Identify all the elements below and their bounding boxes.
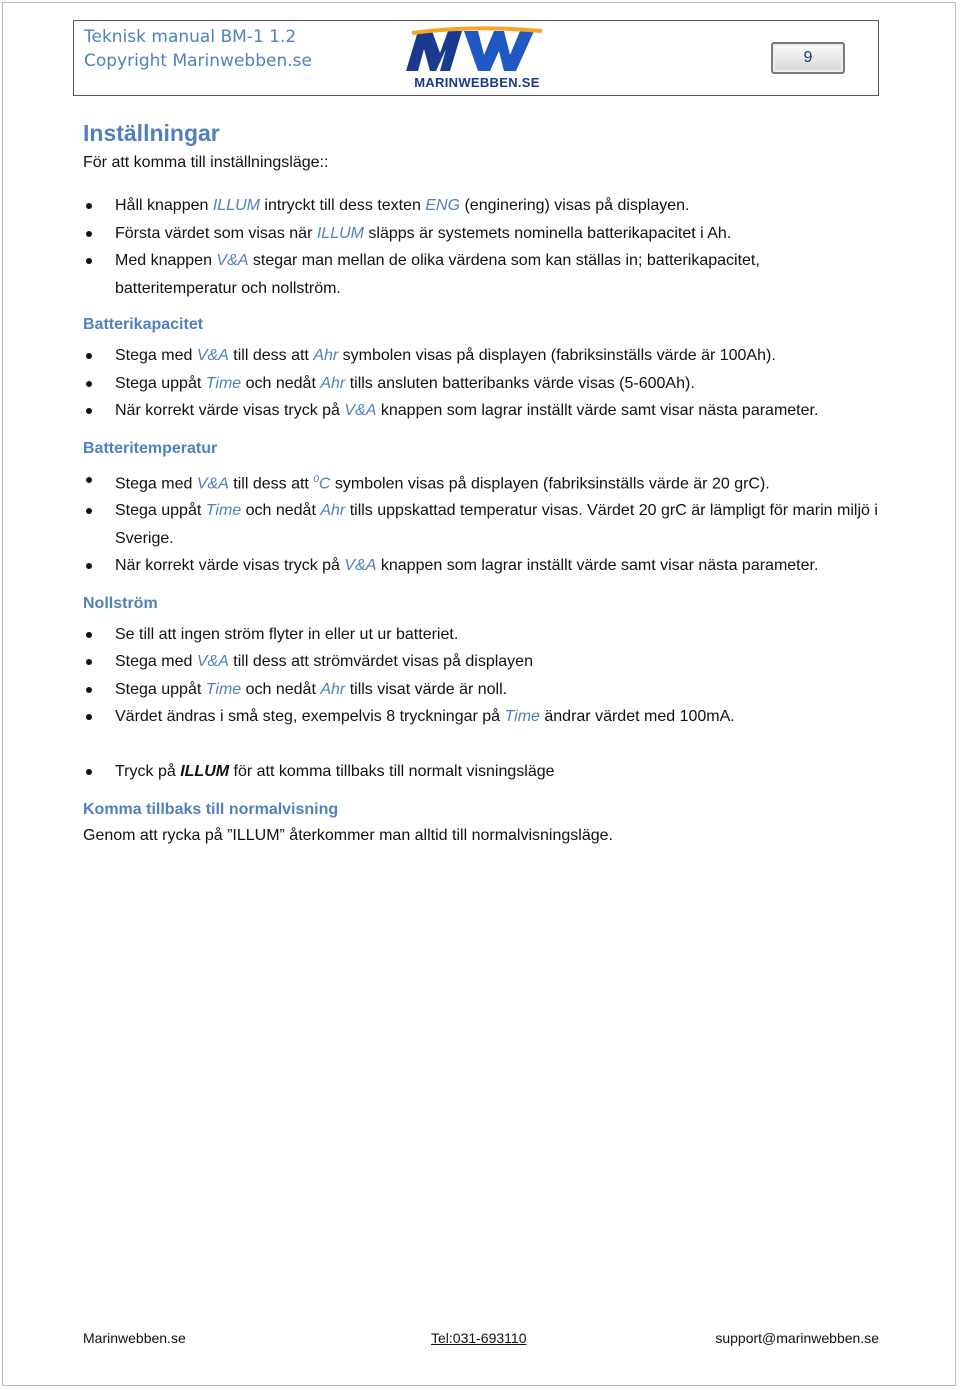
text-run: Värdet ändras i små steg, exempelvis 8 tryckningar på	[115, 708, 505, 726]
list-item	[83, 247, 883, 302]
highlight-term: Ahr	[320, 374, 346, 392]
text-run: symbolen visas på displayen (fabriksinställs värde är 20 grC).	[330, 474, 770, 492]
text-run: till dess att	[228, 474, 314, 492]
text-run: tills ansluten batteribanks värde visas (5-600Ah).	[345, 374, 695, 392]
text-run: Stega med	[115, 474, 197, 492]
main-content	[83, 118, 883, 848]
text-run: knappen som lagrar inställt värde samt visar nästa parameter.	[376, 402, 819, 419]
text-run: Stega uppåt	[115, 680, 206, 698]
header-title	[84, 25, 312, 73]
list-item	[83, 370, 883, 398]
zero-bullet-list	[83, 621, 883, 731]
text-run: till dess att strömvärdet visas på displayen	[228, 653, 533, 671]
text-run: Stega med	[115, 653, 197, 671]
list-item	[83, 552, 883, 580]
text-run: och nedåt	[241, 680, 321, 698]
list-item	[83, 648, 883, 676]
highlight-term: Time	[205, 374, 242, 392]
mw-logo-icon	[402, 25, 552, 75]
highlight-term: C	[318, 474, 331, 492]
header-title-line2: Copyright Marinwebben.se	[84, 51, 312, 71]
logo-text: MARINWEBBEN.SE	[414, 75, 540, 90]
text-run: stegar man mellan de olika värdena som kan ställas in; batterikapacitet, batteritemperatur och nollström.	[115, 252, 760, 297]
section-title-komma-tillbaks: Komma tillbaks till normalvisning	[83, 801, 339, 819]
text-run: Första värdet som visas när	[115, 224, 317, 242]
text-run: Se till att ingen ström flyter in eller ut ur batteriet.	[115, 625, 459, 643]
list-item	[83, 703, 883, 731]
list-item	[83, 192, 883, 220]
text-run: intryckt till dess texten	[259, 197, 426, 214]
text-run: Med knappen	[115, 252, 217, 269]
list-item	[83, 466, 883, 498]
list-item	[83, 621, 883, 649]
text-run: ändrar värdet med 100mA.	[539, 708, 735, 726]
list-item	[83, 497, 883, 552]
text-run: Stega uppåt	[115, 502, 206, 520]
section-title-nollstrom: Nollström	[83, 594, 158, 612]
highlight-term: Ahr	[320, 502, 346, 520]
page-number-badge: 9	[771, 42, 845, 74]
highlight-term: ILLUM	[316, 224, 364, 242]
main-bullet-list	[83, 192, 883, 302]
capacity-bullet-list	[83, 342, 883, 425]
highlight-term: V&A	[216, 252, 249, 269]
text-run: Tryck på	[115, 762, 181, 780]
header-title-line1: Teknisk manual BM-1 1.2	[84, 27, 297, 47]
footer-email: support@marinwebben.se	[715, 1330, 879, 1346]
highlight-term: ILLUM	[212, 197, 260, 214]
highlight-term: V&A	[196, 474, 229, 492]
text-run: till dess att	[228, 347, 314, 364]
text-run: (enginering) visas på displayen.	[460, 197, 690, 214]
intro-text: För att komma till inställningsläge::	[83, 154, 329, 171]
page-header	[73, 20, 879, 96]
list-item	[83, 758, 883, 786]
section-title-batteritemperatur: Batteritemperatur	[83, 439, 218, 457]
text-run: för att komma tillbaks till normalt visningsläge	[229, 762, 555, 780]
temperature-bullet-list	[83, 466, 883, 580]
list-item	[83, 397, 883, 425]
text-run: symbolen visas på displayen (fabriksinställs värde är 100Ah).	[338, 347, 776, 364]
text-run: och nedåt	[241, 502, 321, 520]
text-run: och nedåt	[241, 374, 321, 392]
highlight-term: V&A	[196, 653, 229, 671]
list-item	[83, 220, 883, 248]
highlight-term: Time	[205, 502, 242, 520]
text-run: släpps är systemets nominella batterikapacitet i Ah.	[363, 224, 732, 242]
text-run: När korrekt värde visas tryck på	[115, 402, 345, 419]
section-title-installningar: Inställningar	[83, 120, 220, 146]
section-title-batterikapacitet: Batterikapacitet	[83, 316, 204, 333]
highlight-term: ILLUM	[180, 762, 230, 780]
highlight-term: Ahr	[313, 347, 339, 364]
list-item	[83, 676, 883, 704]
text-run: tills visat värde är noll.	[345, 680, 508, 698]
text-run: tills uppskattad temperatur visas. Värdet 20 grC är lämpligt för marin miljö i Sverige.	[115, 502, 878, 547]
highlight-term: V&A	[344, 402, 377, 419]
marinwebben-logo	[402, 25, 552, 91]
highlight-term: Time	[504, 708, 540, 726]
highlight-term: Time	[205, 680, 242, 698]
footer-phone-link[interactable]: Tel:031-693110	[431, 1330, 527, 1346]
final-bullet-list	[83, 758, 883, 786]
superscript: 0	[313, 473, 319, 485]
text-run: knappen som lagrar inställt värde samt visar nästa parameter.	[376, 557, 819, 575]
highlight-term: V&A	[344, 557, 377, 575]
text-run: Stega med	[115, 347, 197, 364]
text-run: Stega uppåt	[115, 374, 206, 392]
footer-site: Marinwebben.se	[83, 1330, 186, 1346]
text-run: När korrekt värde visas tryck på	[115, 557, 345, 575]
highlight-term: ENG	[425, 197, 461, 214]
list-item	[83, 342, 883, 370]
text-run: Håll knappen	[115, 197, 213, 214]
highlight-term: Ahr	[320, 680, 346, 698]
return-text: Genom att rycka på ”ILLUM” återkommer man alltid till normalvisningsläge.	[83, 827, 613, 845]
highlight-term: V&A	[196, 347, 229, 364]
